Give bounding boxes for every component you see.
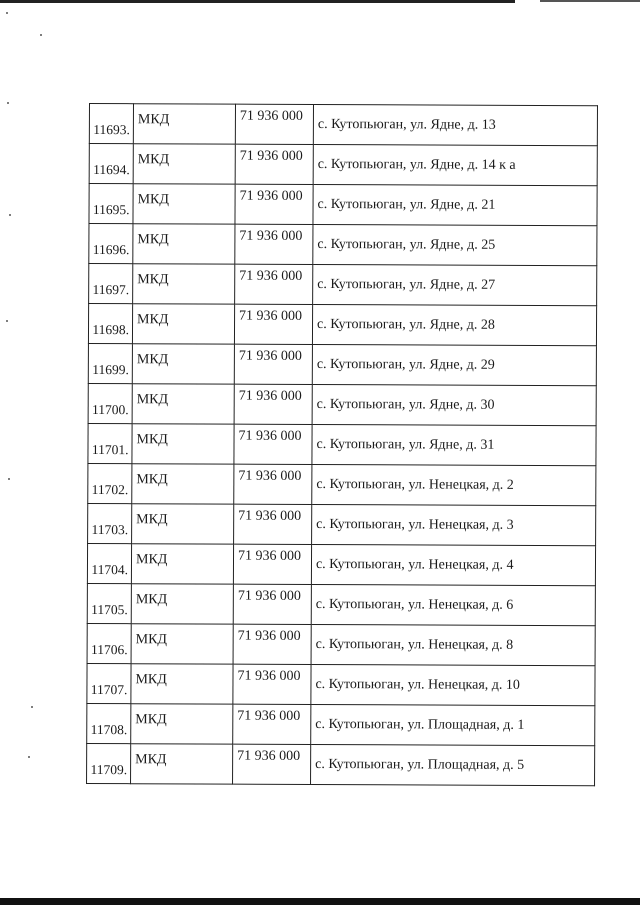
oktmo-code: 71 936 000 xyxy=(237,588,301,604)
oktmo-code-cell xyxy=(234,344,312,384)
address-cell xyxy=(313,224,597,265)
oktmo-code: 71 936 000 xyxy=(238,348,302,364)
object-type: МКД xyxy=(135,712,167,728)
object-type-cell xyxy=(131,744,233,784)
oktmo-code: 71 936 000 xyxy=(238,388,302,404)
table-row xyxy=(89,104,597,146)
oktmo-code: 71 936 000 xyxy=(237,628,301,644)
table-row xyxy=(88,463,596,505)
address-cell xyxy=(312,424,596,465)
scan-speck xyxy=(7,102,9,104)
object-type: МКД xyxy=(136,472,168,488)
object-type-cell xyxy=(133,104,235,144)
address-cell xyxy=(311,624,595,665)
row-number: 11695. xyxy=(92,202,130,218)
object-type-cell xyxy=(132,464,234,504)
oktmo-code-cell xyxy=(233,664,311,704)
row-number: 11693. xyxy=(93,122,130,138)
row-number: 11696. xyxy=(92,242,130,258)
oktmo-code-cell xyxy=(233,584,311,624)
oktmo-code-cell xyxy=(234,424,312,464)
scan-speck xyxy=(6,12,8,14)
address-cell xyxy=(312,304,596,345)
table-row xyxy=(87,543,595,585)
object-type-cell xyxy=(133,264,235,304)
object-type-cell xyxy=(133,224,235,264)
address: с. Кутопьюган, ул. Ядне, д. 25 xyxy=(317,236,496,253)
scan-speck xyxy=(6,320,8,322)
oktmo-code-cell xyxy=(235,104,313,144)
oktmo-code-cell xyxy=(233,624,311,664)
scan-speck xyxy=(28,756,30,758)
scan-speck xyxy=(8,478,10,480)
row-number-cell xyxy=(88,343,132,383)
oktmo-code-cell xyxy=(234,464,312,504)
top-scan-border-right xyxy=(540,0,640,2)
object-type: МКД xyxy=(137,192,169,208)
row-number-cell xyxy=(88,463,132,503)
address-cell xyxy=(312,344,596,385)
object-type-cell xyxy=(131,584,233,624)
row-number-cell xyxy=(89,104,133,144)
row-number-cell xyxy=(89,184,133,224)
address: с. Кутопьюган, ул. Ненецкая, д. 2 xyxy=(316,476,514,493)
row-number-cell xyxy=(88,423,132,463)
oktmo-code-cell xyxy=(233,704,311,744)
address: с. Кутопьюган, ул. Ненецкая, д. 6 xyxy=(315,596,514,613)
top-scan-border xyxy=(0,0,515,3)
row-number: 11698. xyxy=(92,322,130,338)
oktmo-code: 71 936 000 xyxy=(239,188,303,204)
row-number: 11702. xyxy=(91,482,129,498)
object-type: МКД xyxy=(136,352,169,368)
oktmo-code-cell xyxy=(234,504,312,544)
address-cell xyxy=(312,504,596,545)
row-number: 11700. xyxy=(92,402,129,418)
oktmo-code: 71 936 000 xyxy=(237,548,302,564)
address-cell xyxy=(313,144,597,185)
address-cell xyxy=(313,184,597,225)
table-row xyxy=(88,503,596,545)
oktmo-code: 71 936 000 xyxy=(238,468,302,484)
bottom-scan-border xyxy=(0,898,640,905)
address-cell xyxy=(311,584,595,625)
object-type: МКД xyxy=(137,112,170,128)
row-number-cell xyxy=(87,663,131,703)
table-row xyxy=(89,264,597,306)
scan-speck xyxy=(31,706,33,708)
address: с. Кутопьюган, ул. Ядне, д. 21 xyxy=(317,196,496,213)
row-number-cell xyxy=(87,623,131,663)
table-body xyxy=(87,104,598,786)
oktmo-code-cell xyxy=(234,384,312,424)
address-cell xyxy=(312,384,596,425)
oktmo-code-cell xyxy=(234,304,312,344)
oktmo-code: 71 936 000 xyxy=(237,708,301,724)
object-type-cell xyxy=(132,424,234,464)
row-number-cell xyxy=(87,583,131,623)
object-type: МКД xyxy=(137,272,169,288)
oktmo-code: 71 936 000 xyxy=(238,508,302,524)
row-number-cell xyxy=(89,144,133,184)
address: с. Кутопьюган, ул. Ненецкая, д. 3 xyxy=(316,516,514,533)
oktmo-code-cell xyxy=(235,224,313,264)
scan-speck xyxy=(40,34,42,36)
address-cell xyxy=(312,464,596,505)
object-type: МКД xyxy=(136,512,168,528)
row-number: 11694. xyxy=(93,162,130,178)
table-row xyxy=(87,743,595,785)
address: с. Кутопьюган, ул. Ядне, д. 27 xyxy=(317,276,496,293)
object-type: МКД xyxy=(135,552,168,568)
address: с. Кутопьюган, ул. Ядне, д. 14 к а xyxy=(317,156,516,173)
row-number: 11707. xyxy=(90,682,128,698)
oktmo-code: 71 936 000 xyxy=(239,148,303,164)
table-row xyxy=(89,224,597,266)
address-cell xyxy=(311,744,595,785)
object-type-cell xyxy=(131,544,233,584)
address: с. Кутопьюган, ул. Ядне, д. 13 xyxy=(317,116,496,133)
row-number-cell xyxy=(88,304,132,344)
row-number-cell xyxy=(88,503,132,543)
oktmo-code-cell xyxy=(233,744,311,784)
oktmo-code: 71 936 000 xyxy=(239,108,303,124)
object-type: МКД xyxy=(136,392,169,408)
object-type-cell xyxy=(133,144,235,184)
object-type: МКД xyxy=(137,152,170,168)
table-row xyxy=(88,304,596,346)
row-number: 11697. xyxy=(92,282,130,298)
address-cell xyxy=(311,664,595,705)
address-cell xyxy=(311,704,595,745)
row-number-cell xyxy=(87,703,131,743)
object-type: МКД xyxy=(135,752,167,768)
table-row xyxy=(89,144,597,186)
oktmo-code: 71 936 000 xyxy=(239,228,303,244)
address: с. Кутопьюган, ул. Ядне, д. 31 xyxy=(316,436,495,453)
row-number: 11703. xyxy=(91,522,129,538)
oktmo-code: 71 936 000 xyxy=(239,268,303,284)
address: с. Кутопьюган, ул. Ядне, д. 28 xyxy=(317,316,495,333)
row-number: 11704. xyxy=(91,562,128,578)
object-type-cell xyxy=(132,344,234,384)
object-type: МКД xyxy=(137,312,169,328)
oktmo-code-cell xyxy=(235,144,313,184)
row-number: 11706. xyxy=(90,642,128,658)
row-number: 11708. xyxy=(90,722,128,738)
oktmo-code-cell xyxy=(233,544,311,584)
oktmo-code: 71 936 000 xyxy=(237,748,301,764)
oktmo-code-cell xyxy=(235,264,313,304)
object-type-cell xyxy=(131,664,233,704)
object-type-cell xyxy=(131,704,233,744)
object-type-cell xyxy=(132,384,234,424)
table-row xyxy=(88,343,596,385)
object-type-cell xyxy=(132,504,234,544)
address: с. Кутопьюган, ул. Площадная, д. 1 xyxy=(315,716,525,733)
address: с. Кутопьюган, ул. Площадная, д. 5 xyxy=(315,756,525,773)
row-number: 11701. xyxy=(91,442,129,458)
address-cell xyxy=(313,104,597,145)
table-row xyxy=(87,663,595,705)
row-number-cell xyxy=(87,743,131,783)
row-number-cell xyxy=(89,264,133,304)
table-row xyxy=(87,583,595,625)
object-type-cell xyxy=(133,184,235,224)
object-type: МКД xyxy=(135,592,168,608)
row-number: 11705. xyxy=(91,602,128,618)
object-type: МКД xyxy=(135,632,168,648)
object-type-cell xyxy=(131,624,233,664)
housing-register-table xyxy=(86,103,598,786)
table-row xyxy=(88,383,596,425)
address: с. Кутопьюган, ул. Ненецкая, д. 8 xyxy=(315,636,514,653)
scan-speck xyxy=(9,214,11,216)
table-row xyxy=(87,703,595,745)
address: с. Кутопьюган, ул. Ненецкая, д. 10 xyxy=(315,676,520,693)
object-type: МКД xyxy=(136,432,168,448)
address: с. Кутопьюган, ул. Ненецкая, д. 4 xyxy=(315,556,514,573)
oktmo-code: 71 936 000 xyxy=(239,308,303,324)
table-row xyxy=(88,423,596,465)
object-type: МКД xyxy=(137,232,169,248)
oktmo-code: 71 936 000 xyxy=(238,428,302,444)
row-number-cell xyxy=(89,224,133,264)
row-number-cell xyxy=(87,543,131,583)
address-cell xyxy=(311,544,595,585)
address: с. Кутопьюган, ул. Ядне, д. 29 xyxy=(316,356,495,373)
row-number: 11699. xyxy=(92,362,129,378)
table-row xyxy=(87,623,595,665)
object-type-cell xyxy=(132,304,234,344)
address: с. Кутопьюган, ул. Ядне, д. 30 xyxy=(316,396,495,413)
oktmo-code: 71 936 000 xyxy=(237,668,301,684)
row-number-cell xyxy=(88,383,132,423)
address-cell xyxy=(313,264,597,305)
row-number: 11709. xyxy=(90,762,128,778)
table-row xyxy=(89,184,597,226)
oktmo-code-cell xyxy=(235,184,313,224)
object-type: МКД xyxy=(135,672,167,688)
